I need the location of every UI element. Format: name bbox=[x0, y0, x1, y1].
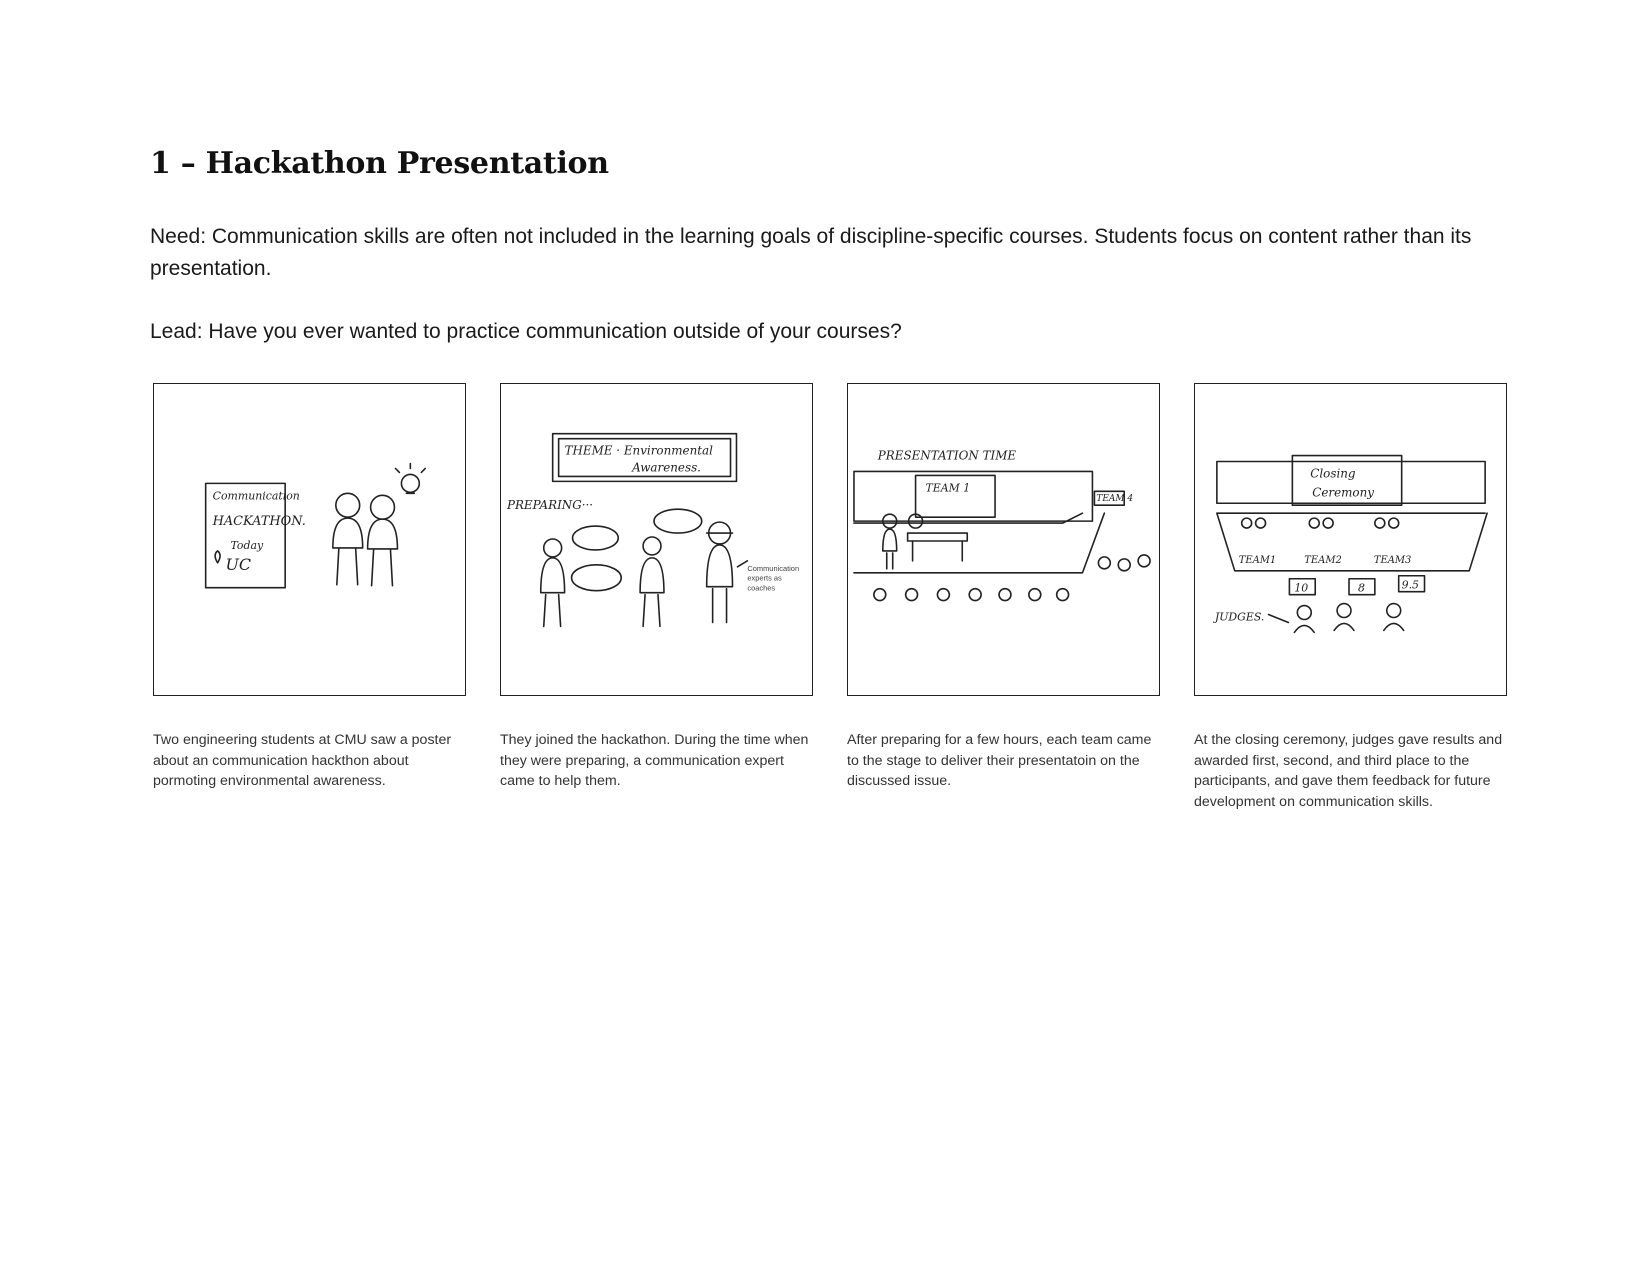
team3-member-2 bbox=[1389, 518, 1399, 528]
speech-bubble-2 bbox=[654, 509, 702, 533]
team3-label: TEAM3 bbox=[1373, 554, 1412, 566]
student-body-b bbox=[640, 558, 664, 627]
score-1: 10 bbox=[1294, 581, 1309, 595]
storyboard-panel-3 bbox=[847, 383, 1160, 696]
team3-member-1 bbox=[1375, 518, 1385, 528]
page-title: 1 – Hackathon Presentation bbox=[150, 146, 609, 181]
speech-bubble-3 bbox=[572, 565, 622, 591]
team1-member-2 bbox=[1256, 518, 1266, 528]
lightbulb-icon bbox=[401, 474, 419, 492]
team2-label: TEAM2 bbox=[1304, 554, 1342, 566]
sketch-closing-ceremony bbox=[1195, 384, 1506, 695]
panel-4-caption: At the closing ceremony, judges gave results and awarded first, second, and third place to the participants, and gave them feedback for future development on communication skills. bbox=[1194, 732, 1503, 810]
poster-text-2: HACKATHON. bbox=[212, 514, 306, 530]
student-head-a bbox=[544, 539, 562, 557]
judge-3 bbox=[1387, 604, 1401, 618]
judge-2-body bbox=[1334, 623, 1354, 630]
need-statement: Need: Communication skills are often not included in the learning goals of discipline-specific courses. Students focus on content rather than its presentation. bbox=[150, 225, 1472, 280]
judges-label: JUDGES. bbox=[1214, 610, 1265, 624]
audience-2 bbox=[906, 589, 918, 601]
storyboard-panel-1 bbox=[153, 383, 466, 696]
student-head-2 bbox=[371, 495, 395, 519]
preparing-label: PREPARING··· bbox=[506, 498, 594, 513]
location-pin-icon bbox=[215, 551, 220, 563]
audience-6 bbox=[1029, 589, 1041, 601]
waiting-team-3 bbox=[1138, 555, 1150, 567]
poster-text-4: UC bbox=[225, 554, 252, 574]
team2-member-1 bbox=[1309, 518, 1319, 528]
storyboard-panel-2 bbox=[500, 383, 813, 696]
sketch-preparing bbox=[501, 384, 812, 695]
team2-member-2 bbox=[1323, 518, 1333, 528]
student-head-1 bbox=[336, 493, 360, 517]
audience-3 bbox=[937, 589, 949, 601]
audience-5 bbox=[999, 589, 1011, 601]
sketch-poster-students bbox=[154, 384, 465, 695]
judges-arrow bbox=[1269, 615, 1289, 623]
lead-question: Lead: Have you ever wanted to practice communication outside of your courses? bbox=[150, 320, 902, 343]
expert-note-1: Communication bbox=[747, 563, 800, 573]
poster-text-1: Communication bbox=[212, 489, 300, 503]
storyboard-panel-4 bbox=[1194, 383, 1507, 696]
expert-note-3: coaches bbox=[747, 583, 776, 593]
theme-text-2: Awareness. bbox=[632, 460, 701, 475]
screen-text: TEAM 1 bbox=[925, 481, 971, 495]
lightbulb-rays bbox=[395, 463, 425, 493]
panel-2-caption: They joined the hackathon. During the time when they were preparing, a communication expert came to help them. bbox=[500, 732, 809, 789]
student-head-b bbox=[643, 537, 661, 555]
student-body-1 bbox=[333, 518, 363, 585]
audience-1 bbox=[874, 589, 886, 601]
student-body-a bbox=[541, 558, 565, 627]
sketch-presentation bbox=[848, 384, 1159, 695]
judge-1-body bbox=[1294, 625, 1314, 632]
judge-2 bbox=[1337, 604, 1351, 618]
expert-note-2: experts as bbox=[747, 573, 782, 583]
banner-text-1: Closing bbox=[1310, 466, 1356, 481]
judge-3-body bbox=[1384, 623, 1404, 630]
stage-floor bbox=[854, 513, 1104, 573]
theme-text: THEME · Environmental bbox=[564, 443, 713, 458]
score-3: 9.5 bbox=[1401, 578, 1420, 592]
waiting-team-1 bbox=[1098, 557, 1110, 569]
presenter-table bbox=[908, 533, 968, 541]
waiting-team-2 bbox=[1118, 559, 1130, 571]
presenter-body-1 bbox=[883, 529, 897, 569]
presentation-header: PRESENTATION TIME bbox=[877, 448, 1017, 463]
team1-label: TEAM1 bbox=[1238, 554, 1277, 566]
score-2: 8 bbox=[1357, 581, 1365, 595]
team-sign: TEAM 4 bbox=[1096, 494, 1134, 505]
table-legs bbox=[913, 541, 963, 561]
expert-body bbox=[707, 533, 733, 622]
speech-bubble-1 bbox=[573, 526, 619, 550]
audience-7 bbox=[1057, 589, 1069, 601]
audience-4 bbox=[969, 589, 981, 601]
judge-1 bbox=[1297, 606, 1311, 620]
banner-text-2: Ceremony bbox=[1312, 485, 1374, 500]
poster-text-3: Today bbox=[230, 538, 264, 552]
student-body-2 bbox=[368, 519, 398, 586]
pointer-arrow bbox=[737, 561, 747, 567]
panel-1-caption: Two engineering students at CMU saw a poster about an communication hackthon about pormoting environmental awareness. bbox=[153, 732, 452, 789]
team1-member-1 bbox=[1242, 518, 1252, 528]
panel-3-caption: After preparing for a few hours, each team came to the stage to deliver their presentatoin on the discussed issue. bbox=[847, 732, 1152, 789]
